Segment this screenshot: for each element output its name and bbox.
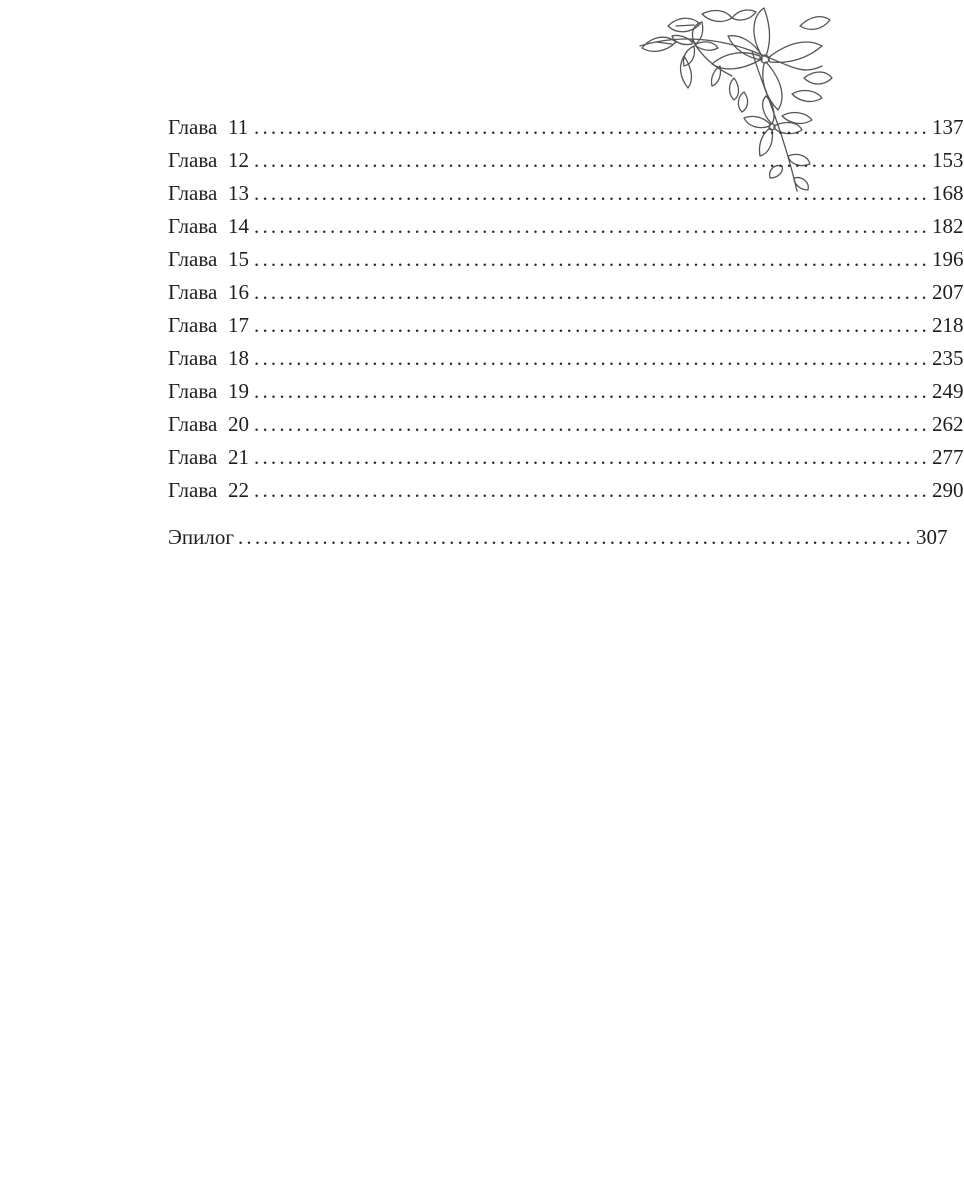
chapter-number: 22 bbox=[228, 478, 249, 502]
chapter-number: 19 bbox=[228, 379, 249, 403]
toc-entry-label bbox=[168, 144, 252, 177]
table-of-contents bbox=[168, 111, 964, 554]
toc-page-number: 153 bbox=[932, 148, 964, 172]
chapter-number: 11 bbox=[228, 115, 249, 139]
toc-entry-label bbox=[168, 243, 252, 276]
toc-entry-label bbox=[168, 210, 252, 243]
toc-entry-chapter bbox=[168, 441, 964, 474]
toc-page-number: 249 bbox=[932, 379, 964, 403]
toc-entry-chapter bbox=[168, 144, 964, 177]
toc-page-number: 235 bbox=[932, 346, 964, 370]
dot-leader: ................................................................................ bbox=[254, 247, 930, 271]
toc-entry-label bbox=[168, 309, 252, 342]
chapter-number: 20 bbox=[228, 412, 249, 436]
dot-leader: ................................................................................ bbox=[254, 181, 930, 205]
dot-leader: ................................................................................ bbox=[254, 445, 930, 469]
toc-page-number: 262 bbox=[932, 412, 964, 436]
chapter-word: Глава bbox=[168, 280, 218, 304]
toc-entry-chapter bbox=[168, 408, 964, 441]
chapter-word: Глава bbox=[168, 115, 218, 139]
dot-leader: ................................................................................ bbox=[254, 115, 930, 139]
chapter-number: 18 bbox=[228, 346, 249, 370]
toc-page-number: 137 bbox=[932, 115, 964, 139]
toc-page-number: 277 bbox=[932, 445, 964, 469]
chapter-number: 14 bbox=[228, 214, 249, 238]
chapter-word: Глава bbox=[168, 478, 218, 502]
chapter-number: 13 bbox=[228, 181, 249, 205]
toc-entry-chapter bbox=[168, 276, 964, 309]
dot-leader: ................................................................................ bbox=[254, 214, 930, 238]
dot-leader: ................................................................................ bbox=[254, 313, 930, 337]
chapter-number: 21 bbox=[228, 445, 249, 469]
toc-page-number: 182 bbox=[932, 214, 964, 238]
dot-leader: ................................................................................ bbox=[254, 280, 930, 304]
toc-entry-label bbox=[168, 441, 252, 474]
chapter-number: 15 bbox=[228, 247, 249, 271]
chapter-word: Глава bbox=[168, 247, 218, 271]
toc-page-number: 290 bbox=[932, 478, 964, 502]
toc-entry-epilogue bbox=[168, 521, 948, 554]
toc-entry-chapter bbox=[168, 243, 964, 276]
toc-entry-label bbox=[168, 342, 252, 375]
dot-leader: ................................................................................ bbox=[254, 478, 930, 502]
chapter-word: Глава bbox=[168, 313, 218, 337]
toc-page-number: 196 bbox=[932, 247, 964, 271]
toc-entry-chapter bbox=[168, 210, 964, 243]
toc-entry-label bbox=[168, 177, 252, 210]
chapter-word: Глава bbox=[168, 181, 218, 205]
toc-entry-label bbox=[168, 474, 252, 507]
chapter-word: Глава bbox=[168, 379, 218, 403]
dot-leader: ................................................................................ bbox=[254, 379, 930, 403]
toc-page-number: 307 bbox=[915, 525, 948, 549]
toc-entry-label bbox=[168, 408, 252, 441]
chapter-word: Глава bbox=[168, 412, 218, 436]
dot-leader: ................................................................................ bbox=[254, 346, 930, 370]
dot-leader: ................................................................................ bbox=[237, 525, 914, 549]
toc-entry-label bbox=[168, 521, 236, 554]
chapter-word: Глава bbox=[168, 445, 218, 469]
toc-spacer bbox=[168, 507, 681, 521]
chapter-word: Глава bbox=[168, 148, 218, 172]
toc-entry-chapter bbox=[168, 111, 964, 144]
dot-leader: ................................................................................ bbox=[254, 148, 930, 172]
toc-page-number: 218 bbox=[932, 313, 964, 337]
toc-entry-label bbox=[168, 375, 252, 408]
toc-entry-chapter bbox=[168, 375, 964, 408]
chapter-word: Глава bbox=[168, 346, 218, 370]
toc-entry-chapter bbox=[168, 474, 964, 507]
toc-entry-chapter bbox=[168, 309, 964, 342]
toc-page-number: 168 bbox=[932, 181, 964, 205]
chapter-number: 16 bbox=[228, 280, 249, 304]
toc-entry-label bbox=[168, 111, 252, 144]
chapter-number: 12 bbox=[228, 148, 249, 172]
epilogue-label: Эпилог bbox=[168, 525, 234, 549]
chapter-word: Глава bbox=[168, 214, 218, 238]
dot-leader: ................................................................................ bbox=[254, 412, 930, 436]
toc-page-number: 207 bbox=[932, 280, 964, 304]
toc-entry-chapter bbox=[168, 177, 964, 210]
toc-entry-label bbox=[168, 276, 252, 309]
chapter-number: 17 bbox=[228, 313, 249, 337]
toc-entry-chapter bbox=[168, 342, 964, 375]
